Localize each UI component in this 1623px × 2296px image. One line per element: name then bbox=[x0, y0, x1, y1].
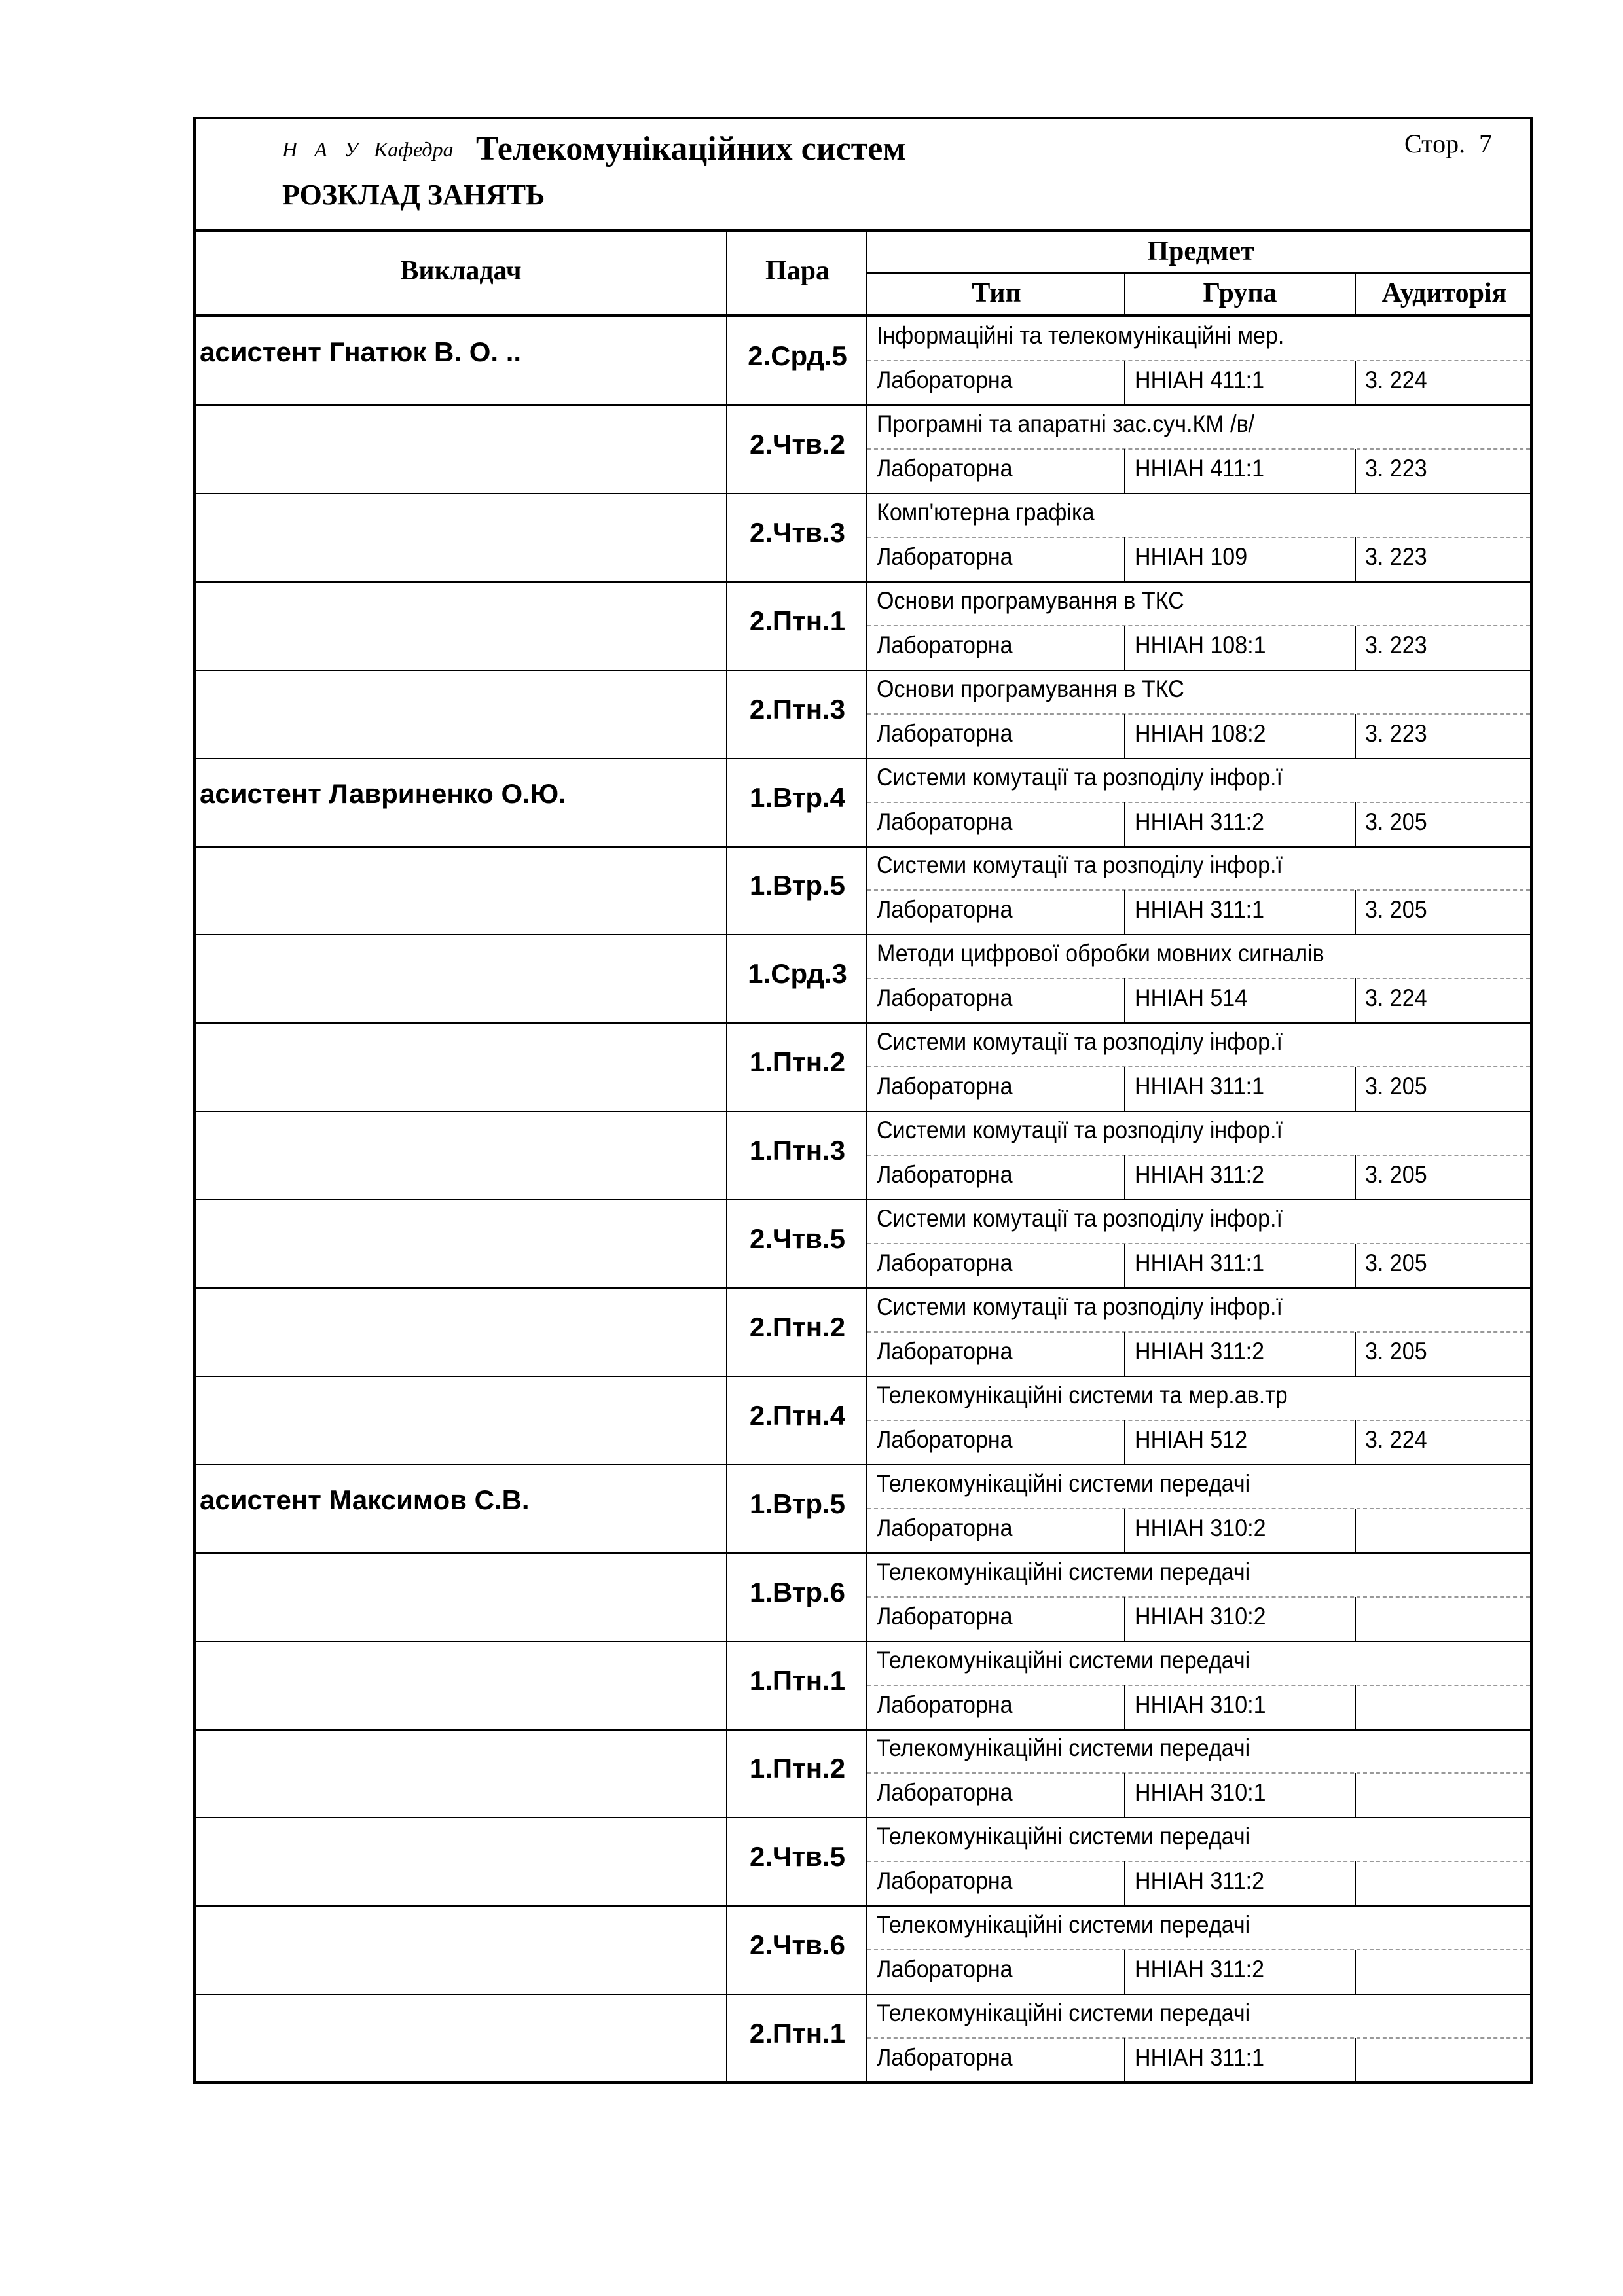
col-divider bbox=[726, 232, 727, 2084]
group-cell: ННІАН 411:1 bbox=[1135, 367, 1265, 393]
dashed-divider bbox=[867, 1420, 1530, 1421]
type-cell: Лабораторна bbox=[877, 1073, 1013, 1100]
para-cell: 2.Птн.4 bbox=[749, 1399, 846, 1431]
type-cell: Лабораторна bbox=[877, 808, 1013, 835]
cell-divider bbox=[1124, 802, 1125, 846]
col-para: Пара bbox=[765, 256, 830, 286]
subject-cell: Телекомунікаційні системи та мер.ав.тр bbox=[877, 1381, 1288, 1408]
table-row bbox=[196, 582, 1530, 670]
cell-divider bbox=[1355, 1509, 1356, 1552]
type-cell: Лабораторна bbox=[877, 631, 1013, 658]
dashed-divider bbox=[867, 978, 1530, 979]
schedule-document bbox=[193, 117, 1533, 2084]
type-cell: Лабораторна bbox=[877, 367, 1013, 393]
group-cell: ННІАН 512 bbox=[1135, 1426, 1248, 1453]
room-cell: 3. 223 bbox=[1365, 543, 1427, 570]
cell-divider bbox=[1124, 1509, 1125, 1552]
subject-cell: Системи комутації та розподілу інфор.ї bbox=[877, 763, 1283, 791]
subject-cell: Телекомунікаційні системи передачі bbox=[877, 2000, 1250, 2027]
type-cell: Лабораторна bbox=[877, 543, 1013, 570]
room-cell: 3. 223 bbox=[1365, 631, 1427, 658]
dashed-divider bbox=[867, 1066, 1530, 1067]
cell-divider bbox=[1355, 978, 1356, 1022]
type-cell: Лабораторна bbox=[877, 1337, 1013, 1365]
group-cell: ННІАН 311:1 bbox=[1135, 1073, 1265, 1100]
para-cell: 2.Птн.3 bbox=[749, 693, 846, 725]
cell-divider bbox=[1355, 1597, 1356, 1641]
table-row bbox=[196, 1994, 1530, 2082]
para-cell: 2.Птн.2 bbox=[749, 1311, 846, 1342]
page-title: РОЗКЛАД ЗАНЯТЬ bbox=[282, 179, 545, 211]
cell-divider bbox=[1355, 890, 1356, 934]
page-number: 7 bbox=[1479, 129, 1492, 158]
para-cell: 2.Чтв.2 bbox=[750, 428, 845, 459]
col-divider bbox=[1124, 272, 1125, 317]
type-cell: Лабораторна bbox=[877, 719, 1013, 747]
table-row bbox=[196, 1023, 1530, 1111]
group-cell: ННІАН 310:2 bbox=[1135, 1514, 1266, 1541]
dashed-divider bbox=[867, 537, 1530, 538]
group-cell: ННІАН 311:2 bbox=[1135, 808, 1265, 835]
type-cell: Лабораторна bbox=[877, 2044, 1013, 2072]
table-row bbox=[196, 1465, 1530, 1552]
group-cell: ННІАН 311:2 bbox=[1135, 1956, 1265, 1983]
para-cell: 1.Птн.3 bbox=[749, 1135, 846, 1166]
cell-divider bbox=[1124, 449, 1125, 493]
subject-cell: Системи комутації та розподілу інфор.ї bbox=[877, 852, 1283, 879]
table-row bbox=[196, 759, 1530, 846]
page-label: Стор. bbox=[1404, 129, 1466, 158]
cell-divider bbox=[1124, 626, 1125, 670]
teacher-cell: асистент Максимов С.В. bbox=[200, 1484, 530, 1515]
cell-divider bbox=[1124, 1685, 1125, 1729]
group-cell: ННІАН 108:1 bbox=[1135, 631, 1266, 658]
subject-cell: Телекомунікаційні системи передачі bbox=[877, 1911, 1250, 1939]
type-cell: Лабораторна bbox=[877, 1161, 1013, 1189]
para-cell: 1.Птн.2 bbox=[749, 1753, 846, 1784]
group-cell: ННІАН 311:2 bbox=[1135, 1337, 1265, 1365]
cell-divider bbox=[1124, 1950, 1125, 1994]
para-cell: 2.Чтв.3 bbox=[750, 516, 845, 548]
col-type: Тип bbox=[972, 278, 1021, 308]
room-cell: 3. 224 bbox=[1365, 984, 1427, 1012]
cell-divider bbox=[1124, 537, 1125, 581]
room-cell: 3. 205 bbox=[1365, 896, 1427, 924]
cell-divider bbox=[1355, 537, 1356, 581]
para-cell: 1.Втр.5 bbox=[749, 870, 846, 901]
dashed-divider bbox=[867, 1596, 1530, 1598]
para-cell: 1.Птн.2 bbox=[749, 1047, 846, 1078]
group-cell: ННІАН 310:1 bbox=[1135, 1779, 1266, 1806]
dashed-divider bbox=[867, 448, 1530, 450]
cell-divider bbox=[1124, 2038, 1125, 2082]
document-header bbox=[196, 119, 1530, 232]
type-cell: Лабораторна bbox=[877, 1867, 1013, 1895]
para-cell: 2.Птн.1 bbox=[749, 2018, 846, 2049]
para-cell: 2.Чтв.6 bbox=[750, 1929, 845, 1961]
room-cell: 3. 205 bbox=[1365, 1249, 1427, 1276]
table-row bbox=[196, 1818, 1530, 1905]
cell-divider bbox=[1124, 890, 1125, 934]
cell-divider bbox=[1124, 714, 1125, 758]
subject-cell: Інформаційні та телекомунікаційні мер. bbox=[877, 322, 1285, 349]
subject-cell: Системи комутації та розподілу інфор.ї bbox=[877, 1293, 1283, 1320]
subject-cell: Телекомунікаційні системи передачі bbox=[877, 1734, 1250, 1762]
type-cell: Лабораторна bbox=[877, 1956, 1013, 1983]
group-cell: ННІАН 311:1 bbox=[1135, 896, 1265, 924]
para-cell: 2.Птн.1 bbox=[749, 605, 846, 636]
dashed-divider bbox=[867, 1949, 1530, 1950]
type-cell: Лабораторна bbox=[877, 896, 1013, 924]
group-cell: ННІАН 311:1 bbox=[1135, 1249, 1265, 1276]
room-cell: 3. 205 bbox=[1365, 1161, 1427, 1189]
table-row bbox=[196, 1729, 1530, 1817]
group-cell: ННІАН 109 bbox=[1135, 543, 1248, 570]
type-cell: Лабораторна bbox=[877, 1426, 1013, 1453]
subject-cell: Основи програмування в ТКС bbox=[877, 586, 1184, 614]
subject-cell: Телекомунікаційні системи передачі bbox=[877, 1646, 1250, 1674]
table-row bbox=[196, 405, 1530, 493]
cell-divider bbox=[1355, 1420, 1356, 1464]
cell-divider bbox=[1124, 1244, 1125, 1287]
dept-name: Телекомунікаційних систем bbox=[476, 130, 906, 168]
table-row bbox=[196, 1376, 1530, 1464]
cell-divider bbox=[1124, 1155, 1125, 1199]
table-row bbox=[196, 846, 1530, 934]
para-cell: 1.Птн.1 bbox=[749, 1664, 846, 1696]
room-cell: 3. 224 bbox=[1365, 367, 1427, 393]
cell-divider bbox=[1124, 361, 1125, 404]
cell-divider bbox=[1355, 714, 1356, 758]
type-cell: Лабораторна bbox=[877, 1691, 1013, 1718]
subject-cell: Системи комутації та розподілу інфор.ї bbox=[877, 1205, 1283, 1232]
subject-cell: Системи комутації та розподілу інфор.ї bbox=[877, 1028, 1283, 1056]
table-row bbox=[196, 1288, 1530, 1376]
cell-divider bbox=[1124, 1332, 1125, 1376]
group-cell: ННІАН 310:2 bbox=[1135, 1602, 1266, 1630]
cell-divider bbox=[1355, 1067, 1356, 1111]
dashed-divider bbox=[867, 1861, 1530, 1862]
subject-cell: Телекомунікаційні системи передачі bbox=[877, 1823, 1250, 1850]
table-row bbox=[196, 935, 1530, 1022]
cell-divider bbox=[1124, 1861, 1125, 1905]
room-cell: 3. 205 bbox=[1365, 1337, 1427, 1365]
dashed-divider bbox=[867, 1331, 1530, 1333]
dashed-divider bbox=[867, 1243, 1530, 1244]
table-row bbox=[196, 1111, 1530, 1199]
room-cell: 3. 205 bbox=[1365, 1073, 1427, 1100]
dashed-divider bbox=[867, 889, 1530, 891]
cell-divider bbox=[1355, 449, 1356, 493]
dept-label: Кафедра bbox=[374, 137, 454, 161]
dashed-divider bbox=[867, 1155, 1530, 1156]
teacher-cell: асистент Лавриненко О.Ю. bbox=[200, 778, 566, 809]
group-cell: ННІАН 311:2 bbox=[1135, 1161, 1265, 1189]
cell-divider bbox=[1355, 1950, 1356, 1994]
group-cell: ННІАН 311:2 bbox=[1135, 1867, 1265, 1895]
para-cell: 1.Втр.4 bbox=[749, 781, 846, 813]
group-cell: ННІАН 311:1 bbox=[1135, 2044, 1265, 2072]
para-cell: 2.Чтв.5 bbox=[750, 1223, 845, 1254]
cell-divider bbox=[1124, 1597, 1125, 1641]
type-cell: Лабораторна bbox=[877, 454, 1013, 482]
cell-divider bbox=[1355, 2038, 1356, 2082]
cell-divider bbox=[1355, 1155, 1356, 1199]
cell-divider bbox=[1355, 1244, 1356, 1287]
subject-cell: Телекомунікаційні системи передачі bbox=[877, 1558, 1250, 1585]
group-cell: ННІАН 514 bbox=[1135, 984, 1248, 1012]
para-cell: 2.Срд.5 bbox=[748, 340, 847, 371]
cell-divider bbox=[1124, 978, 1125, 1022]
cell-divider bbox=[1355, 802, 1356, 846]
type-cell: Лабораторна bbox=[877, 1602, 1013, 1630]
type-cell: Лабораторна bbox=[877, 1514, 1013, 1541]
para-cell: 1.Втр.5 bbox=[749, 1488, 846, 1519]
group-cell: ННІАН 108:2 bbox=[1135, 719, 1266, 747]
subheader-divider bbox=[867, 272, 1531, 274]
teacher-cell: асистент Гнатюк В. О. .. bbox=[200, 336, 522, 367]
cell-divider bbox=[1355, 626, 1356, 670]
dashed-divider bbox=[867, 802, 1530, 803]
dashed-divider bbox=[867, 1685, 1530, 1686]
room-cell: 3. 224 bbox=[1365, 1426, 1427, 1453]
table-row bbox=[196, 1553, 1530, 1641]
cell-divider bbox=[1355, 1773, 1356, 1817]
cell-divider bbox=[1124, 1773, 1125, 1817]
table-row bbox=[196, 1641, 1530, 1729]
col-room: Аудиторія bbox=[1381, 278, 1507, 308]
dashed-divider bbox=[867, 625, 1530, 626]
cell-divider bbox=[1124, 1067, 1125, 1111]
dashed-divider bbox=[867, 1508, 1530, 1509]
room-cell: 3. 223 bbox=[1365, 454, 1427, 482]
type-cell: Лабораторна bbox=[877, 1779, 1013, 1806]
col-divider bbox=[1355, 272, 1356, 317]
org-abbrev: Н А У bbox=[282, 137, 365, 161]
cell-divider bbox=[1355, 1685, 1356, 1729]
col-teacher: Викладач bbox=[400, 256, 522, 286]
col-group: Група bbox=[1203, 278, 1277, 308]
subject-cell: Системи комутації та розподілу інфор.ї bbox=[877, 1117, 1283, 1144]
group-cell: ННІАН 411:1 bbox=[1135, 454, 1265, 482]
cell-divider bbox=[1124, 1420, 1125, 1464]
group-cell: ННІАН 310:1 bbox=[1135, 1691, 1266, 1718]
room-cell: 3. 205 bbox=[1365, 808, 1427, 835]
room-cell: 3. 223 bbox=[1365, 719, 1427, 747]
table-row bbox=[196, 493, 1530, 581]
dashed-divider bbox=[867, 360, 1530, 361]
subject-cell: Телекомунікаційні системи передачі bbox=[877, 1469, 1250, 1497]
table-row bbox=[196, 317, 1530, 404]
type-cell: Лабораторна bbox=[877, 984, 1013, 1012]
subject-cell: Основи програмування в ТКС bbox=[877, 675, 1184, 702]
subject-cell: Комп'ютерна графіка bbox=[877, 498, 1095, 526]
type-cell: Лабораторна bbox=[877, 1249, 1013, 1276]
table-row bbox=[196, 670, 1530, 758]
para-cell: 1.Срд.3 bbox=[748, 958, 847, 990]
cell-divider bbox=[1355, 1332, 1356, 1376]
para-cell: 2.Чтв.5 bbox=[750, 1841, 845, 1873]
dashed-divider bbox=[867, 713, 1530, 715]
cell-divider bbox=[1355, 1861, 1356, 1905]
col-subject: Предмет bbox=[1147, 236, 1254, 266]
para-cell: 1.Втр.6 bbox=[749, 1576, 846, 1607]
dashed-divider bbox=[867, 2037, 1530, 2039]
table-row bbox=[196, 1906, 1530, 1994]
subject-cell: Програмні та апаратні зас.суч.КМ /в/ bbox=[877, 410, 1255, 437]
subject-cell: Методи цифрової обробки мовних сигналів bbox=[877, 940, 1324, 967]
col-divider bbox=[866, 232, 867, 2084]
dashed-divider bbox=[867, 1772, 1530, 1774]
table-row bbox=[196, 1200, 1530, 1287]
cell-divider bbox=[1355, 361, 1356, 404]
column-header bbox=[196, 232, 1530, 317]
